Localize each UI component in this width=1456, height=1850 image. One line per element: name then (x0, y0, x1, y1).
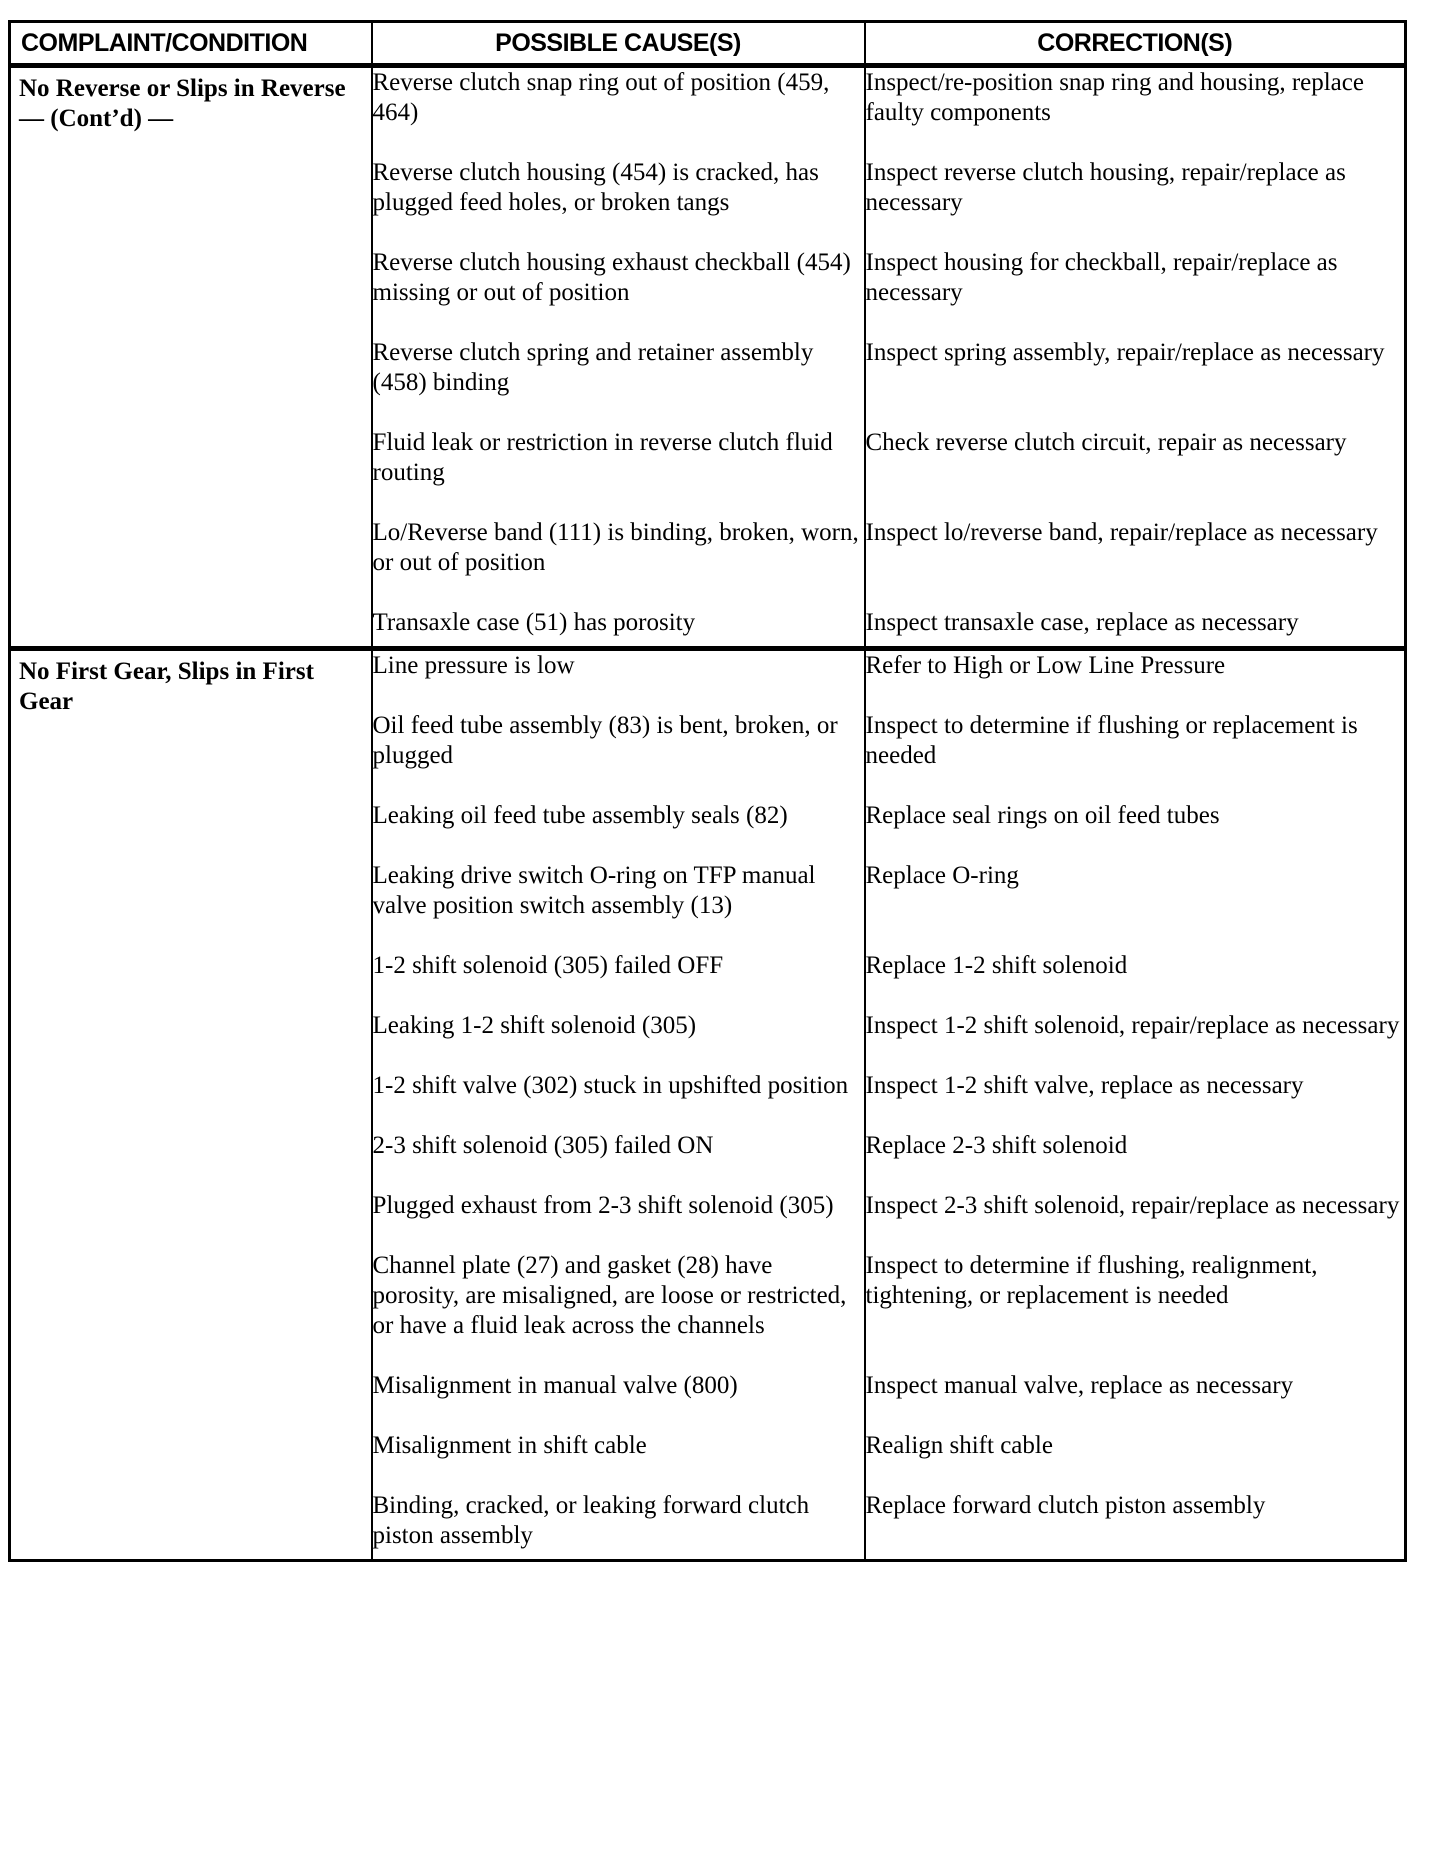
correction-item: Inspect 1-2 shift solenoid, repair/replace as necessary (865, 1012, 1400, 1039)
correction-item: Inspect/re-position snap ring and housing, replace faulty components (865, 69, 1364, 126)
cause-item: Oil feed tube assembly (83) is bent, broken, or plugged (372, 712, 838, 769)
correction-item: Inspect 1-2 shift valve, replace as necessary (865, 1072, 1304, 1099)
correction-item: Replace O-ring (865, 862, 1019, 889)
header-correction: CORRECTION(S) (865, 22, 1406, 66)
correction-item: Refer to High or Low Line Pressure (865, 652, 1226, 679)
correction-item: Check reverse clutch circuit, repair as necessary (865, 429, 1347, 456)
correction-item: Inspect to determine if flushing or replacement is needed (865, 712, 1358, 769)
cause-item: Reverse clutch snap ring out of position (459, 464) (372, 69, 830, 126)
correction-item: Replace 2-3 shift solenoid (865, 1132, 1128, 1159)
condition-text: No Reverse or Slips in Reverse — (Cont’d) — (19, 75, 346, 132)
corrections-cell (865, 649, 1406, 1561)
cause-item: Reverse clutch housing exhaust checkball (454) missing or out of position (372, 249, 851, 306)
correction-item: Inspect 2-3 shift solenoid, repair/replace as necessary (865, 1192, 1400, 1219)
cause-item: Plugged exhaust from 2-3 shift solenoid (305) (372, 1192, 834, 1219)
cause-item: Reverse clutch housing (454) is cracked, has plugged feed holes, or broken tangs (372, 159, 819, 216)
header-row (10, 22, 1406, 66)
cause-item: Transaxle case (51) has porosity (372, 609, 696, 636)
correction-item: Replace forward clutch piston assembly (865, 1492, 1266, 1519)
correction-item: Realign shift cable (865, 1432, 1053, 1459)
causes-cell (372, 66, 865, 649)
correction-item: Inspect manual valve, replace as necessary (865, 1372, 1294, 1399)
cause-item: Reverse clutch spring and retainer assembly (458) binding (372, 339, 814, 396)
correction-item: Inspect housing for checkball, repair/replace as necessary (865, 249, 1338, 306)
condition-text: No First Gear, Slips in First Gear (19, 658, 314, 715)
condition-cell (10, 649, 372, 1561)
cause-item: Leaking 1-2 shift solenoid (305) (372, 1012, 697, 1039)
correction-item: Replace seal rings on oil feed tubes (865, 802, 1220, 829)
troubleshooting-table (8, 20, 1407, 1562)
cause-item: Misalignment in manual valve (800) (372, 1372, 738, 1399)
correction-item: Inspect transaxle case, replace as necessary (865, 609, 1299, 636)
correction-item: Inspect lo/reverse band, repair/replace as necessary (865, 519, 1378, 546)
condition-cell (10, 66, 372, 649)
cause-item: Leaking drive switch O-ring on TFP manual valve position switch assembly (13) (372, 862, 816, 919)
cause-item: Line pressure is low (372, 652, 575, 679)
correction-item: Inspect to determine if flushing, realignment, tightening, or replacement is needed (865, 1252, 1318, 1309)
corrections-cell (865, 66, 1406, 649)
correction-item: Inspect spring assembly, repair/replace as necessary (865, 339, 1385, 366)
condition-group (10, 649, 1406, 1561)
cause-item: 1-2 shift solenoid (305) failed OFF (372, 952, 724, 979)
condition-group (10, 66, 1406, 649)
table-body (10, 66, 1406, 1561)
cause-item: Misalignment in shift cable (372, 1432, 647, 1459)
cause-item: Lo/Reverse band (111) is binding, broken, worn, or out of position (372, 519, 859, 576)
header-cause: POSSIBLE CAUSE(S) (372, 22, 865, 66)
cause-item: Channel plate (27) and gasket (28) have porosity, are misaligned, are loose or restricted, or have a fluid leak across the channels (372, 1252, 847, 1339)
correction-item: Inspect reverse clutch housing, repair/replace as necessary (865, 159, 1346, 216)
cause-item: Fluid leak or restriction in reverse clutch fluid routing (372, 429, 833, 486)
correction-item: Replace 1-2 shift solenoid (865, 952, 1128, 979)
header-condition: COMPLAINT/CONDITION (10, 22, 372, 66)
cause-item: Leaking oil feed tube assembly seals (82) (372, 802, 788, 829)
cause-item: 1-2 shift valve (302) stuck in upshifted position (372, 1072, 849, 1099)
cause-item: 2-3 shift solenoid (305) failed ON (372, 1132, 714, 1159)
cause-item: Binding, cracked, or leaking forward clutch piston assembly (372, 1492, 810, 1549)
causes-cell (372, 649, 865, 1561)
